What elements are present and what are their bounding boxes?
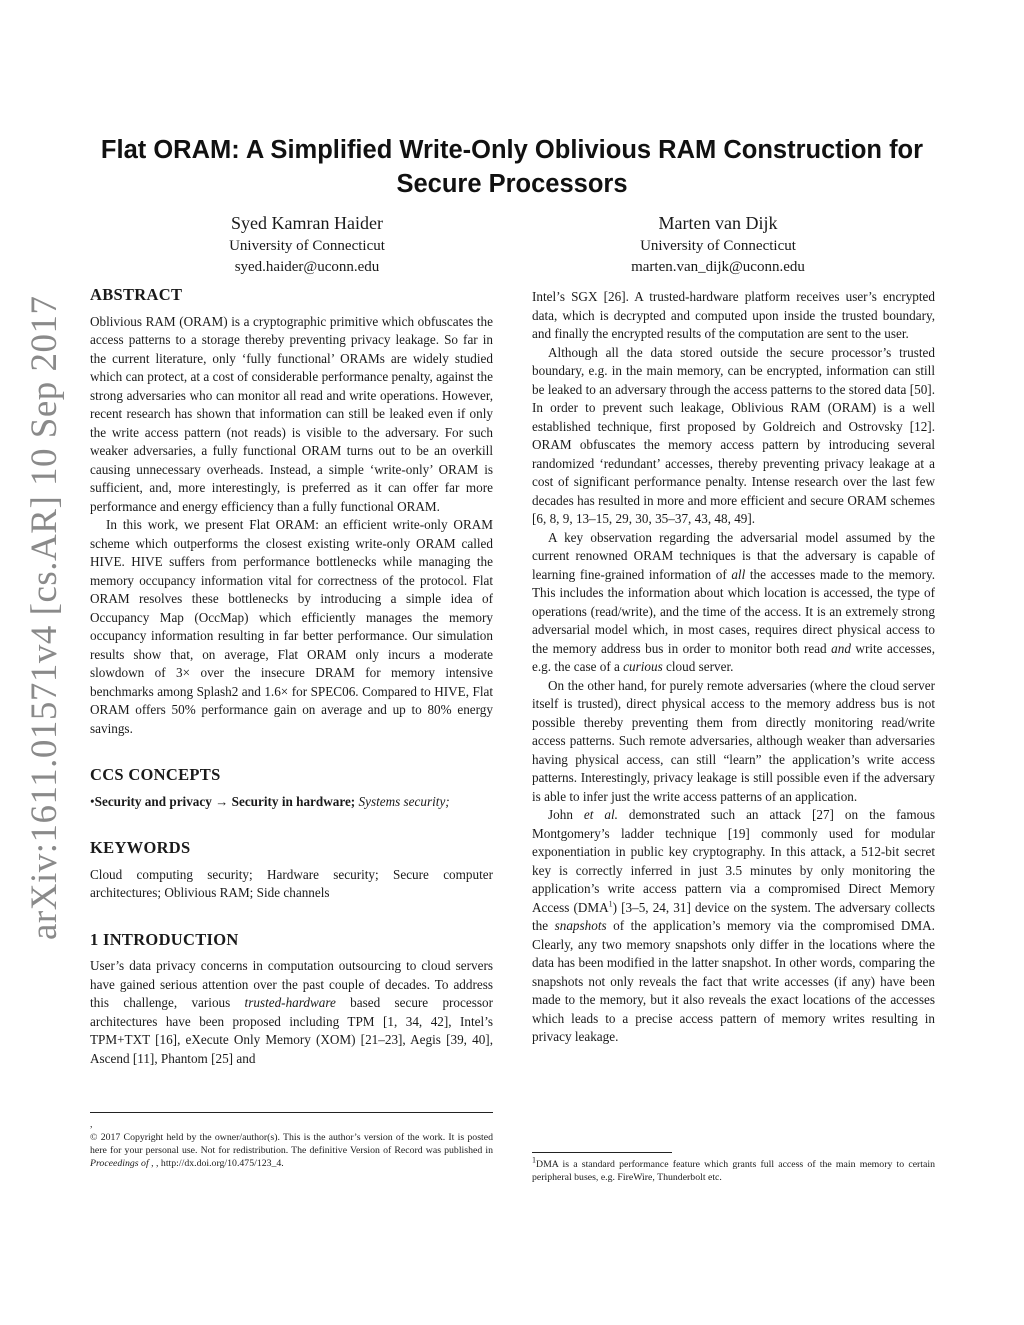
footnote-comma: , bbox=[90, 1119, 93, 1130]
author-block bbox=[568, 212, 868, 278]
text-span: , http://dx.doi.org/10.475/123_4. bbox=[156, 1158, 284, 1169]
text-span: ) [3–5, 24, 31] device on the system. The adversary collects the bbox=[532, 899, 935, 933]
left-column bbox=[90, 286, 493, 1068]
text-span: the accesses made to the memory. This includes the information about which location is accessed, the type of operations (read/write), and the time of the access. It is an extremely strong adversarial model which, in most cases, requires direct physical access to the memory address bus in order to monitor both read bbox=[532, 566, 935, 656]
abstract-heading: ABSTRACT bbox=[90, 285, 183, 304]
text-span: User’s data privacy concerns in computation outsourcing to cloud servers have gained serious attention over the past couple of decades. To address this challenge, various bbox=[90, 958, 493, 1010]
footnote-rule bbox=[90, 1112, 493, 1113]
right-column bbox=[532, 288, 935, 1047]
author-affiliation: University of Connecticut bbox=[229, 238, 385, 254]
keywords-text: Cloud computing security; Hardware security; Secure computer architectures; Oblivious RAM; Side channels bbox=[90, 866, 493, 900]
text-span: write accesses, e.g. the case of a bbox=[532, 640, 935, 674]
introduction-heading: 1 INTRODUCTION bbox=[90, 929, 239, 949]
author-email: marten.van_dijk@uconn.edu bbox=[631, 259, 805, 275]
ccs-term: Security in hardware; bbox=[231, 793, 356, 809]
text-span: © 2017 Copyright held by the owner/author(s). This is the author’s version of the work. It is posted here for your personal use. Not for redistribution. The definitive Version of Record was published in bbox=[90, 1132, 493, 1156]
emphasis: curious bbox=[623, 659, 663, 674]
emphasis: all bbox=[731, 566, 746, 582]
footnote-number: 1 bbox=[532, 1155, 536, 1165]
author-block bbox=[157, 212, 457, 278]
text-span: John bbox=[548, 807, 584, 822]
body-paragraph: On the other hand, for purely remote adversaries (where the cloud server itself is trusted), direct physical access to the memory address bus is not possible thereby preventing them from directly monitoring read/write access patterns. Such remote adversaries, although weaker than adversaries having physical access, can still “learn” the application’s write access patterns. Interestingly, privacy leakage is still possible even if the adversary is able to infer just the write access patterns of an application. bbox=[532, 677, 935, 804]
text-span: DMA is a standard performance feature which grants full access of the main memory to certain peripheral buses, e.g. FireWire, Thunderbolt etc. bbox=[532, 1159, 935, 1183]
emphasis: Proceedings of , bbox=[90, 1158, 157, 1169]
body-paragraph bbox=[532, 806, 935, 1047]
keywords-heading: KEYWORDS bbox=[90, 838, 191, 857]
emphasis: trusted-hardware bbox=[244, 995, 336, 1010]
abstract-paragraph: In this work, we present Flat ORAM: an efficient write-only ORAM scheme which outperforms the closest existing write-only ORAM called HIVE. HIVE suffers from performance bottlenecks while managing the memory occupancy information vital for correctness of the protocol. Flat ORAM resolves these bottlenecks by introducing a simple idea of Occupancy Map (OccMap) which efficiently manages the memory occupancy information resulting in far better performance. Our simulation results show that, on average, Flat ORAM only incurs a moderate slowdown of 3× over the insecure DRAM for memory intensive benchmarks among Splash2 and 1.6× for SPEC06. Compared to HIVE, Flat ORAM offers 50% performance gain on average and up to 80% energy savings. bbox=[90, 517, 493, 736]
ccs-bullet: • bbox=[90, 793, 95, 809]
intro-paragraph bbox=[90, 957, 493, 1068]
copyright-footnote bbox=[90, 1118, 493, 1170]
footnote-marker[interactable]: 1 bbox=[608, 899, 613, 909]
ccs-concepts bbox=[90, 793, 493, 812]
body-paragraph bbox=[532, 529, 935, 677]
text-span: demonstrated such an attack [27] on the famous Montgomery’s ladder technique [19] commonly used for modular exponentiation in public key cryptography. In this attack, a 512-bit secret key is correctly inferred in just 3.5 minutes by only monitoring the application’s write access pattern via a compromised Direct Memory Access (DMA bbox=[532, 807, 935, 915]
text-span: based secure processor architectures have been proposed including TPM [1, 34, 42], Intel’s TPM+TXT [16], eXecute Only Memory (XOM) [21–23], Aegis [39, 40], Ascend [11], Phantom [25] and bbox=[90, 995, 493, 1066]
arxiv-stamp: arXiv:1611.01571v4 [cs.AR] 10 Sep 2017 bbox=[24, 295, 65, 940]
ccs-arrow: → bbox=[211, 793, 232, 809]
footnote-rule bbox=[532, 1152, 672, 1153]
author-affiliation: University of Connecticut bbox=[640, 238, 796, 254]
emphasis: and bbox=[831, 640, 851, 656]
abstract-paragraph: Oblivious RAM (ORAM) is a cryptographic primitive which obfuscates the access patterns to a storage thereby preventing privacy leakage. So far in the current literature, only ‘fully functional’ ORAMs are widely studied which can protect, at a cost of considerable performance penalty, against the strong adversaries who can monitor all read and write operations. However, recent research has shown that information can still be leaked even if only the write access pattern (not reads) is visible to the adversary. For such weaker adversaries, a fully functional ORAM turns out to be an overkill causing unnecessary overheads. Instead, a simple ‘write-only’ ORAM is sufficient, and, more interestingly, is preferred as it can offer far more performance and energy efficiency than a fully functional ORAM. bbox=[90, 313, 493, 514]
emphasis: snapshots bbox=[554, 918, 607, 933]
body-paragraph: Intel’s SGX [26]. A trusted-hardware platform receives user’s encrypted data, which is decrypted and computed upon inside the trusted boundary, and finally the encrypted results of the computation are sent to the user. bbox=[532, 289, 935, 341]
text-span: A key observation regarding the adversarial model assumed by the current renowned ORAM techniques is that the adversary is capable of learning fine-grained information of bbox=[532, 529, 935, 582]
ccs-heading: CCS CONCEPTS bbox=[90, 765, 221, 784]
paper-title: Flat ORAM: A Simplified Write-Only Oblivious RAM Construction for Secure Processors bbox=[100, 136, 924, 198]
ccs-term-italic: Systems security; bbox=[355, 793, 450, 809]
text-span: of the application’s memory via the compromised DMA. Clearly, any two memory snapshots only differ in the locations where the data has been modified in the latter snapshot. In other words, comparing the snapshots not only reveals the fact that write accesses (if any) have been made to the memory, but it also reveals the exact locations of the accesses which leads to a precise access pattern of memory writes resulting in privacy leakage. bbox=[532, 918, 935, 1044]
ccs-term: Security and privacy bbox=[94, 793, 212, 809]
author-name: Syed Kamran Haider bbox=[231, 213, 383, 233]
dma-footnote bbox=[532, 1155, 935, 1184]
author-email: syed.haider@uconn.edu bbox=[234, 259, 380, 275]
body-paragraph: Although all the data stored outside the secure processor’s trusted boundary, e.g. in the main memory, can be encrypted, information can still be leaked to an adversary through the access patterns to the stored data [50]. In order to prevent such leakage, Oblivious RAM (ORAM) is a well established technique, first proposed by Goldreich and Ostrovsky [12]. ORAM obfuscates the memory access pattern by introducing several randomized ‘redundant’ accesses, thereby preventing privacy leakage at a cost of significant performance penalty. Intense research over the last few decades has resulted in more and more efficient and secure ORAM schemes [6, 8, 9, 13–15, 29, 30, 35–37, 43, 48, 49]. bbox=[532, 344, 935, 526]
emphasis: et al. bbox=[583, 807, 618, 822]
author-name: Marten van Dijk bbox=[658, 213, 778, 233]
text-span: cloud server. bbox=[662, 659, 734, 674]
